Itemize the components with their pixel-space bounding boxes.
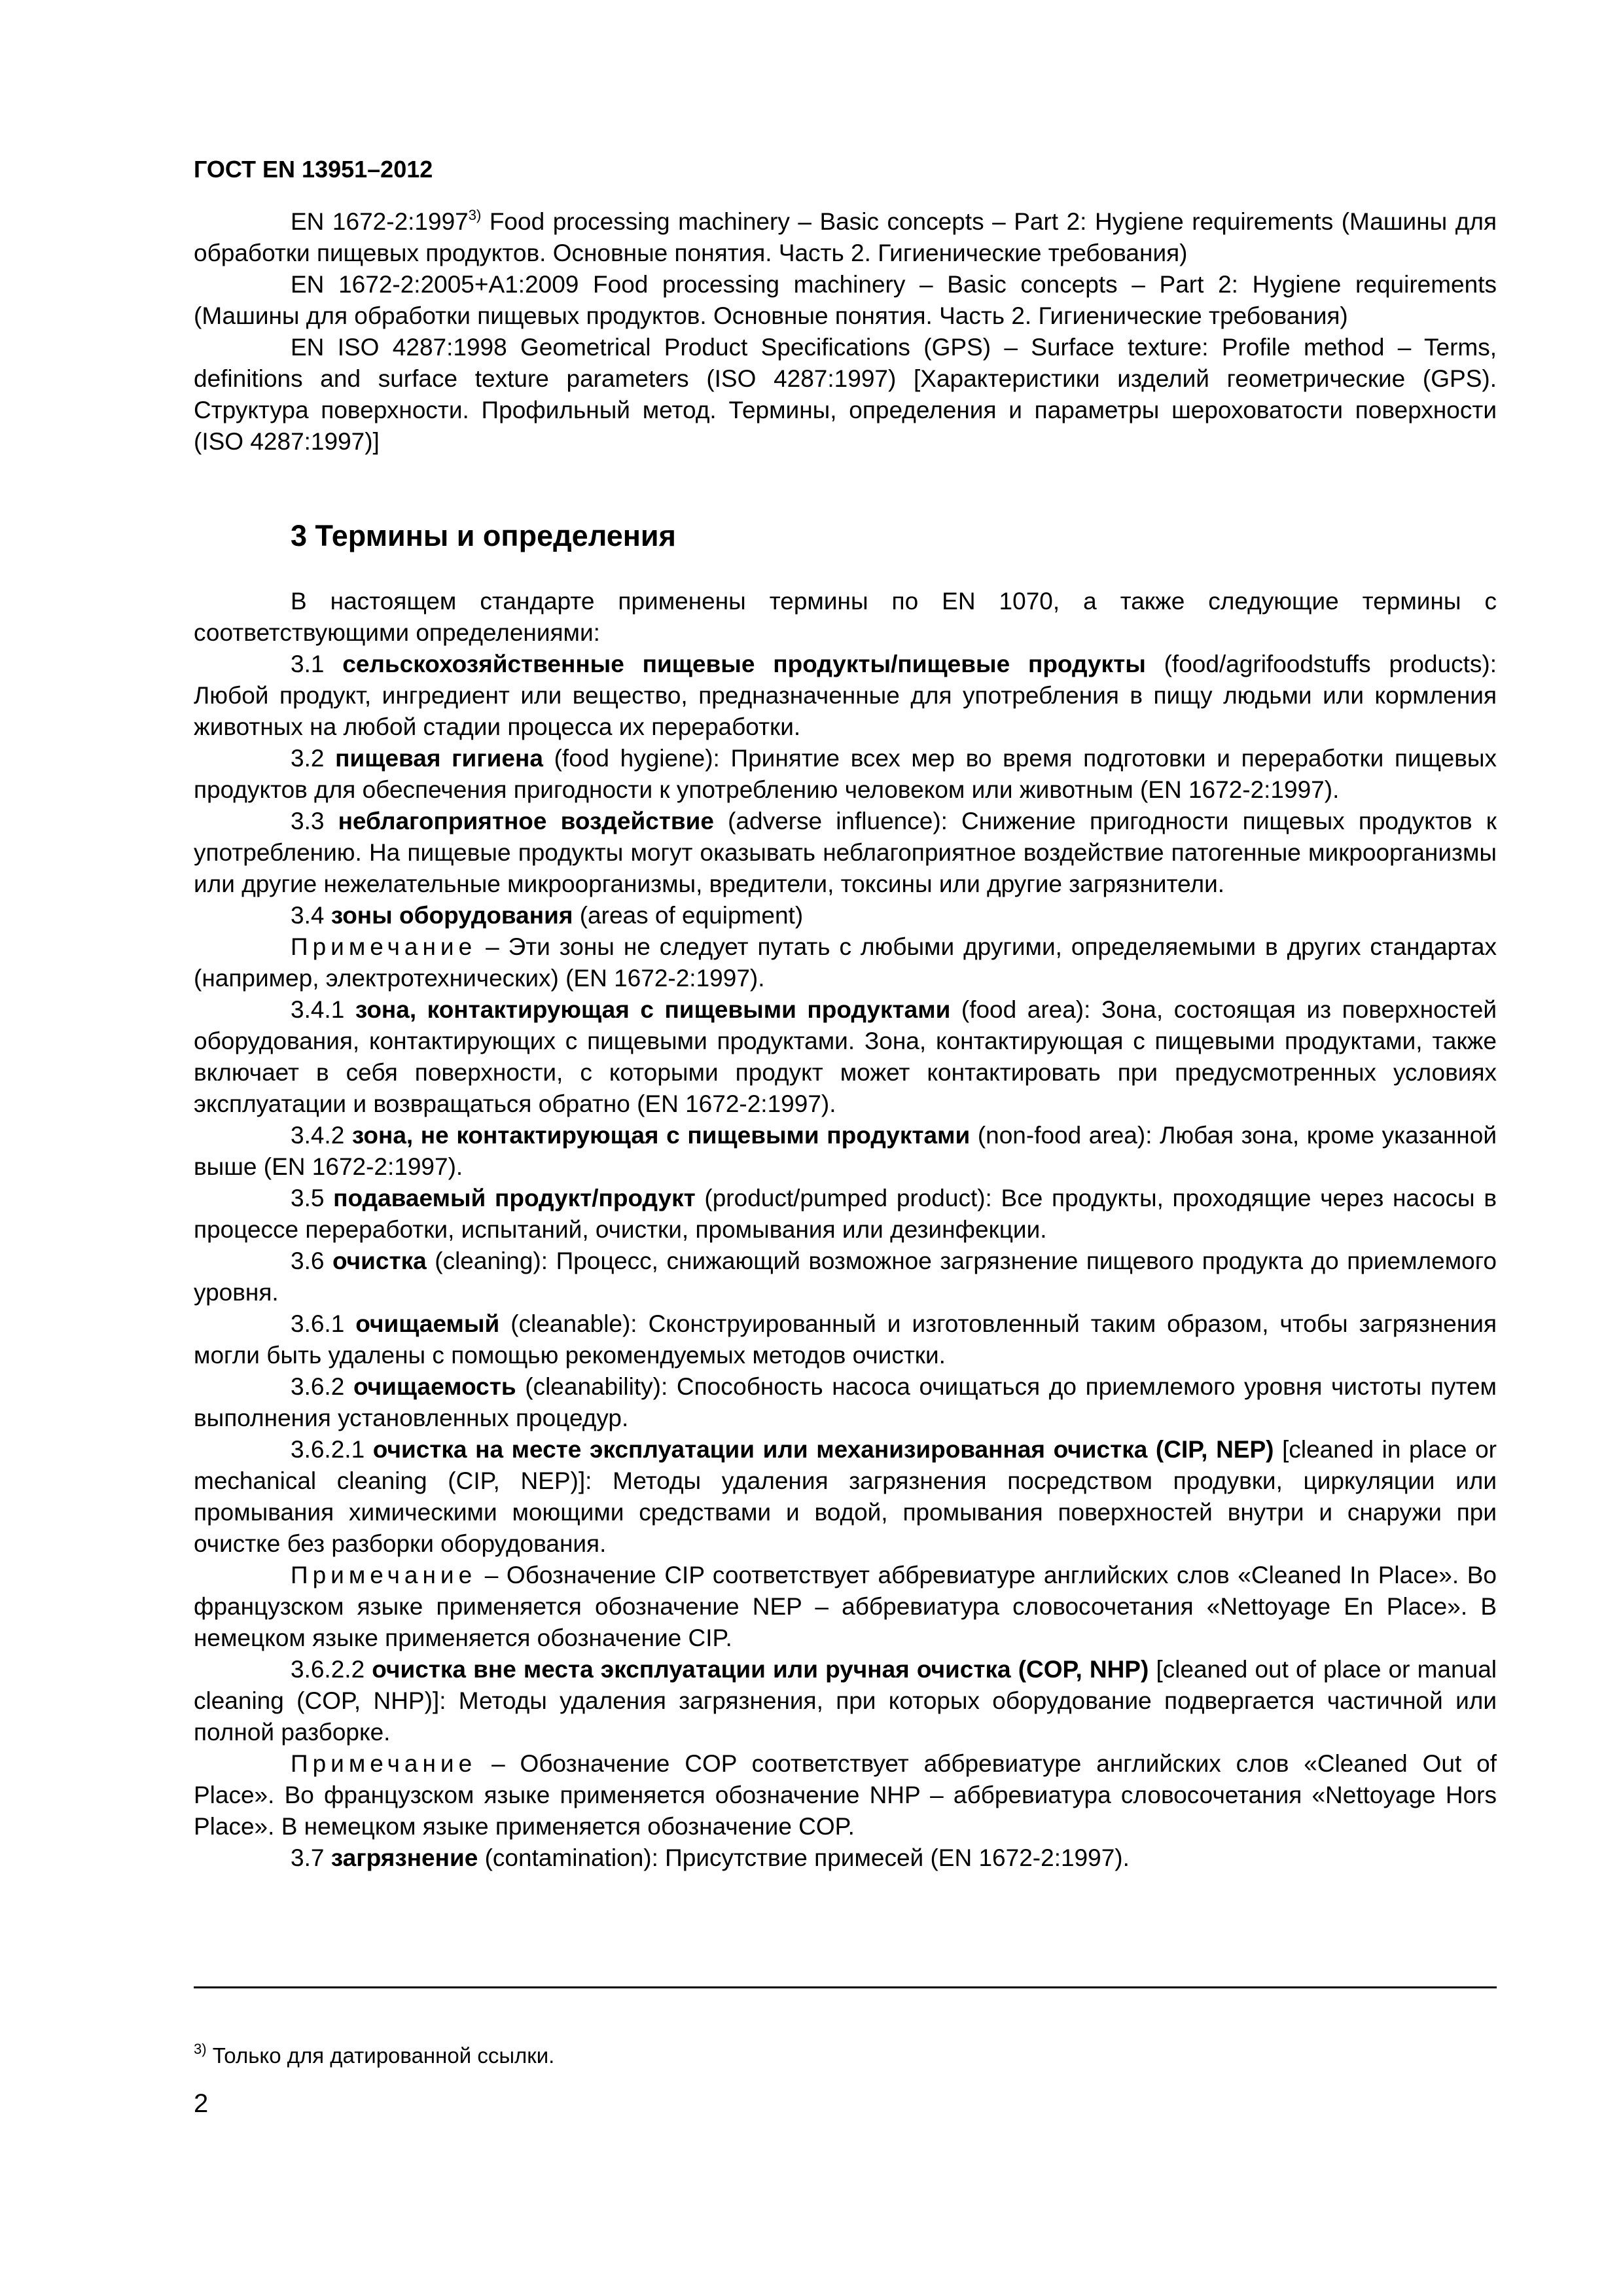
- reference-title: Food processing machinery – Basic concepts – Part 2: Hygiene requirements (Машины для обработки пищевых продуктов. Основные понятия. Часть 2. Гигиенические требования): [194, 208, 1497, 266]
- term-entry: [194, 1308, 1497, 1371]
- reference-item: EN ISO 4287:1998 Geometrical Product Specifications (GPS) – Surface texture: Profile method – Terms, definitions and surface texture parameters (ISO 4287:1997) [Характеристики изделий геометрические (GPS). Структура поверхности. Профильный метод. Термины, определения и параметры шероховатости поверхности (ISO 4287:1997)]: [194, 334, 1497, 455]
- term-entry: [194, 1434, 1497, 1560]
- footnote-text: Только для датированной ссылки.: [206, 2043, 555, 2068]
- term-name: неблагоприятное воздействие: [338, 808, 714, 834]
- term-number: 3.6.1: [291, 1310, 356, 1337]
- term-number: 3.4: [291, 902, 331, 929]
- section-heading: 3 Термины и определения: [291, 519, 676, 552]
- term-definition: [cleaned out of place or manual cleaning (COP, NHP)]: Методы удаления загрязнения, при которых оборудование подвергается частичной или полной разборке.: [194, 1656, 1497, 1746]
- term-definition: (product/pumped product): Все продукты, проходящие через насосы в процессе переработки, испытаний, очистки, промывания или дезинфекции.: [194, 1185, 1497, 1243]
- document-code: ГОСТ EN 13951–2012: [194, 156, 433, 183]
- term-name: зона, контактирующая с пищевыми продуктами: [355, 996, 951, 1023]
- note-label: Примечание: [291, 1750, 477, 1777]
- term-name: очищаемый: [355, 1310, 500, 1337]
- reference-code: EN 1672-2:1997: [291, 208, 469, 235]
- term-definition: (cleaning): Процесс, снижающий возможное загрязнение пищевого продукта до приемлемого уровня.: [194, 1247, 1497, 1306]
- note-label: Примечание: [291, 933, 477, 960]
- footnote: [194, 2042, 554, 2070]
- term-definition: (adverse influence): Снижение пригодности пищевых продуктов к употреблению. На пищевые продукты могут оказывать неблагоприятное воздействие патогенные микроорганизмы или другие нежелательные микроорганизмы, вредители, токсины или другие загрязнители.: [194, 808, 1497, 897]
- term-entry: [194, 649, 1497, 743]
- term-name: очистка: [332, 1247, 427, 1274]
- term-definition: [cleaned in place or mechanical cleaning (CIP, NEP)]: Методы удаления загрязнения посредством продувки, циркуляции или промывания химическими моющими средствами и водой, промывания поверхностей внутри и снаружи при очистке без разборки оборудования.: [194, 1436, 1497, 1557]
- term-name: пищевая гигиена: [335, 745, 543, 772]
- page-number: 2: [194, 2089, 209, 2118]
- term-entry: [194, 900, 1497, 931]
- note-text: – Обозначение CIP соответствует аббревиатуре английских слов «Cleaned In Place». Во французском языке применяется обозначение NEP – аббревиатура словосочетания «Nettoyage En Place». В немецком языке применяется обозначение CIP.: [194, 1562, 1497, 1651]
- footnote-marker: 3): [194, 2041, 207, 2057]
- term-number: 3.4.2: [291, 1122, 352, 1149]
- term-entry: [194, 1654, 1497, 1748]
- term-number: 3.5: [291, 1185, 334, 1211]
- term-definition: (cleanability): Способность насоса очищаться до приемлемого уровня чистоты путем выполнения установленных процедур.: [194, 1373, 1497, 1431]
- term-number: 3.6: [291, 1247, 332, 1274]
- term-name: очищаемость: [353, 1373, 516, 1400]
- term-entry: [194, 994, 1497, 1120]
- reference-item: EN 1672-2:2005+A1:2009 Food processing machinery – Basic concepts – Part 2: Hygiene requirements (Машины для обработки пищевых продуктов. Основные понятия. Часть 2. Гигиенические требования): [194, 271, 1497, 329]
- term-name: зона, не контактирующая с пищевыми продуктами: [351, 1122, 971, 1149]
- term-name: зоны оборудования: [330, 902, 573, 929]
- term-number: 3.6.2.2: [291, 1656, 372, 1683]
- term-entry: [194, 806, 1497, 900]
- term-number: 3.1: [291, 651, 343, 677]
- term-definition: (food hygiene): Принятие всех мер во время подготовки и переработки пищевых продуктов для обеспечения пригодности к употреблению человеком или животным (EN 1672-2:1997).: [194, 745, 1497, 803]
- footnote-marker: 3): [468, 206, 482, 223]
- term-definition: (food/agrifoodstuffs products): Любой продукт, ингредиент или вещество, предназначенные для употребления в пищу людьми или кормления животных на любой стадии процесса их переработки.: [194, 651, 1497, 740]
- section-intro: В настоящем стандарте применены термины по EN 1070, а также следующие термины с соответствующими определениями:: [194, 588, 1497, 646]
- term-number: 3.6.2.1: [291, 1436, 373, 1463]
- term-name: очистка на месте эксплуатации или механизированная очистка (CIP, NEP): [372, 1436, 1274, 1463]
- reference-item: [194, 206, 1497, 269]
- term-number: 3.3: [291, 808, 338, 834]
- term-name: подаваемый продукт/продукт: [333, 1185, 696, 1211]
- note-label: Примечание: [291, 1562, 477, 1588]
- note-text: – Обозначение COP соответствует аббревиатуре английских слов «Cleaned Out of Place». Во французском языке применяется обозначение NHP – аббревиатура словосочетания «Nettoyage Hors Place». В немецком языке применяется обозначение COP.: [194, 1750, 1497, 1840]
- term-entry: [194, 743, 1497, 806]
- term-definition: (areas of equipment): [573, 902, 804, 929]
- note-entry: [194, 1748, 1497, 1842]
- footnote-divider: [194, 1986, 1497, 1988]
- term-definition: (food area): Зона, состоящая из поверхностей оборудования, контактирующих с пищевыми продуктами. Зона, контактирующая с пищевыми продуктами, также включает в себя поверхности, с которыми продукт может контактировать при предусмотренных условиях эксплуатации и возвращаться обратно (EN 1672-2:1997).: [194, 996, 1497, 1117]
- term-definition: (cleanable): Сконструированный и изготовленный таким образом, чтобы загрязнения могли быть удалены с помощью рекомендуемых методов очистки.: [194, 1310, 1497, 1369]
- term-entry: [194, 1842, 1497, 1874]
- term-name: очистка вне места эксплуатации или ручная очистка (COP, NHP): [372, 1656, 1149, 1683]
- note-entry: [194, 931, 1497, 994]
- note-entry: [194, 1560, 1497, 1654]
- normative-references: [194, 206, 1497, 457]
- term-entry: [194, 1120, 1497, 1183]
- term-name: сельскохозяйственные пищевые продукты/пищевые продукты: [342, 651, 1146, 677]
- term-entry: [194, 1183, 1497, 1246]
- term-number: 3.7: [291, 1844, 331, 1871]
- term-name: загрязнение: [330, 1844, 478, 1871]
- note-text: – Эти зоны не следует путать с любыми другими, определяемыми в других стандартах (например, электротехнических) (EN 1672-2:1997).: [194, 933, 1497, 992]
- term-number: 3.2: [291, 745, 336, 772]
- terms-and-definitions: [194, 586, 1497, 1874]
- term-definition: (contamination): Присутствие примесей (EN 1672-2:1997).: [478, 1844, 1130, 1871]
- term-definition: (non-food area): Любая зона, кроме указанной выше (EN 1672-2:1997).: [194, 1122, 1497, 1180]
- term-entry: [194, 1371, 1497, 1434]
- term-entry: [194, 1246, 1497, 1308]
- term-number: 3.4.1: [291, 996, 355, 1023]
- term-number: 3.6.2: [291, 1373, 353, 1400]
